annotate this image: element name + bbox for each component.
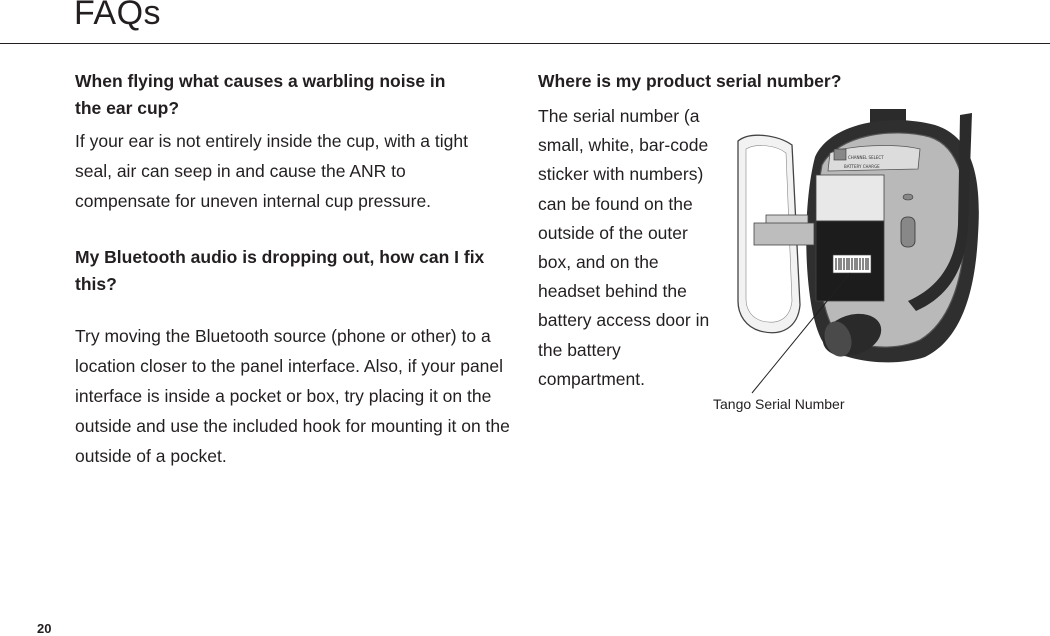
faq-question-warbling: When flying what causes a warbling noise in the ear cup?	[75, 71, 446, 118]
faq-answer-warbling: If your ear is not entirely inside the cup, with a tight seal, air can seep in and cause the ANR to compensate for uneven internal cup pressure.	[75, 131, 468, 211]
faq-question-bluetooth: My Bluetooth audio is dropping out, how can I fix this?	[75, 247, 485, 294]
battery-charge-label: BATTERY CHARGE	[844, 164, 880, 169]
faq-question-serial: Where is my product serial number?	[538, 71, 842, 91]
faq-answer-serial: The serial number (a small, white, bar-code sticker with numbers) can be found on the outside of the outer box, and on the headset behind the battery access door in the battery compartment.	[538, 106, 710, 389]
page-number: 20	[37, 621, 52, 636]
left-column	[75, 68, 520, 471]
title-divider	[0, 43, 1050, 44]
channel-select-label: CHANNEL SELECT	[848, 155, 884, 160]
faq-answer-bluetooth: Try moving the Bluetooth source (phone or other) to a location closer to the panel interface. Also, if your panel interface is inside a pocket or box, try placing it on the outside and use the included hook for mounting it on the outside of a pocket.	[75, 326, 510, 466]
page-title: FAQs	[74, 0, 162, 32]
figure-caption: Tango Serial Number	[713, 396, 845, 412]
headset-battery-compartment-illustration	[720, 105, 980, 367]
